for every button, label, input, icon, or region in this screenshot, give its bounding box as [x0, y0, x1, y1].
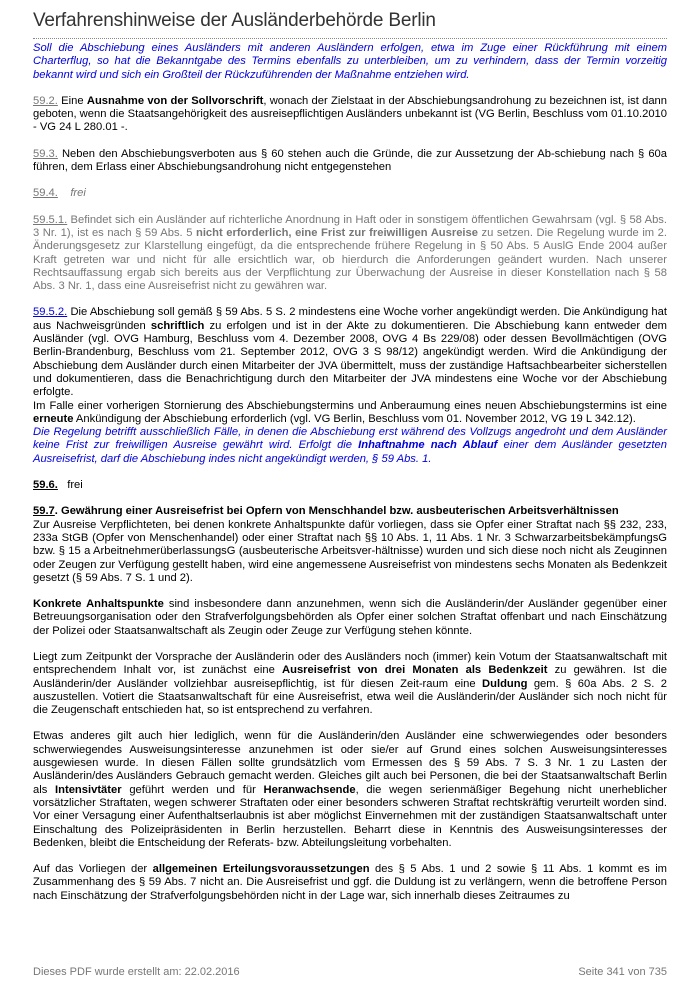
section-number: 59.4.	[33, 187, 58, 200]
section-59-4: 59.4. frei	[33, 187, 86, 200]
section-59-2: 59.2. Eine Ausnahme von der Sollvorschrift, wonach der Zielstaat in der Abschiebungsandrohung zu bezeichnen ist, ist dann geboten, wenn die Staatsangehörigkeit des ausreisepflichtigen Ausländers unbekannt ist (VG Berlin, Beschluss vom 01.10.2010 - VG 24 L 280.01 -.	[33, 94, 667, 134]
intro-paragraph: Soll die Abschiebung eines Ausländers mit anderen Ausländern erfolgen, etwa im Zuge einer Rückführung mit einem Charterflug, so hat die Bekanntgabe des Termins ebenfalls zu unterbleiben, um zu verhindern, dass der Termin vorzeitig bekannt wird und sich ein Großteil der Rückzuführenden der Maßnahme entziehen wird.	[33, 42, 667, 81]
section-number: 59.5.1.	[33, 213, 68, 226]
section-59-7-p3: Liegt zum Zeitpunkt der Vorsprache der Ausländerin oder des Ausländers noch (immer) kein Votum der Staatsanwaltschaft mit entsprechendem Inhalt vor, ist zunächst eine Ausreisefrist von drei Monaten als Bedenkzeit zu gewähren. Ist die Ausländerin/der Ausländer vollziehbar ausreisepflichtig, ist für diesen Zeit-raum eine Duldung gem. § 60a Abs. 2 S. 2 auszustellen. Votiert die Staatsanwaltschaft für eine Ausreisefrist, etwa weil die Ausländerin/der Ausländer sich noch nicht für die Zeugenschaft entschieden hat, so ist entsprechend zu verfahren.	[33, 650, 668, 717]
document-body	[33, 42, 667, 903]
section-number: 59.3.	[33, 147, 58, 160]
header-divider	[33, 38, 667, 39]
footer-created-date: Dieses PDF wurde erstellt am: 22.02.2016	[33, 966, 240, 978]
section-59-7-p1: Zur Ausreise Verpflichteten, bei denen konkrete Anhaltspunkte dafür vorliegen, dass sie Opfer einer Straftat nach §§ 232, 233, 233a StGB (Opfer von Menschenhandel) oder einer Straftat nach §§ 10 Abs. 1, 11 Abs. 1 Nr. 3 SchwarzarbeitsbekämpfungsG bzw. § 15 a ArbeitnehmerüberlassungsG (ausbeuterische Arbeitsver-hältnisse) wurden und sich diese noch nicht als Zeuginnen oder Zeugen zur Verfügung gestellt haben, wird eine angemessene Ausreisefrist von mindestens sechs Monaten als Bedenkzeit gesetzt (§ 59 Abs. 7 S. 1 und 2).	[33, 518, 667, 584]
section-59-3: 59.3. Neben den Abschiebungsverboten aus § 60 stehen auch die Gründe, die zur Aussetzung der Ab-schiebung nach § 60a führen, dem Erlass einer Abschiebungsandrohung nicht entgegenstehen	[33, 147, 667, 174]
section-59-7-heading: 59.7. Gewährung einer Ausreisefrist bei Opfern von Menschhandel bzw. ausbeuterischen Arbeitsverhältnissen	[33, 505, 619, 518]
section-59-5-2: 59.5.2. Die Abschiebung soll gemäß § 59 Abs. 5 S. 2 mindestens eine Woche vorher angekündigt werden. Die Ankündigung hat aus Nachweisgründen schriftlich zu erfolgen und ist in der Akte zu dokumentieren. Die Abschiebung kann entweder dem Ausländer (vgl. OVG Hamburg, Beschluss vom 4. Dezember 2008, OVG 4 Bs 229/08) oder dessen Bevollmächtigen (OVG Berlin-Brandenburg, Beschluss vom 21. September 2012, OVG 3 S 98/12) angekündigt werden. Wird die Ankündigung der Abschiebung dem Ausländer durch einen Mitarbeiter der JVA übermittelt, muss der zuständige Haftsachbearbeiter sicherstellen und dokumentieren, dass die Benachrichtigung durch den Mitarbeiter der JVA mindestens eine Woche vor der Abschiebung erfolgte.	[33, 306, 667, 399]
section-number: 59.5.2.	[33, 306, 68, 319]
section-59-5-1: 59.5.1. Befindet sich ein Ausländer auf richterliche Anordnung in Haft oder in sonstigem öffentlichen Gewahrsam (vgl. § 58 Abs. 3 Nr. 1), ist es nach § 59 Abs. 5 nicht erforderlich, eine Frist zur freiwilligen Ausreise zu setzen. Die Regelung wurde im 2. Änderungsgesetz zur Klarstellung eingefügt, da die entsprechende frühere Regelung in § 50 Abs. 5 AuslG Ende 2004 außer Kraft getreten war und nicht für alle ersichtlich war, ob hierdurch die Anforderungen geändert wurden. Nach unserer Rechtsauffassung ergab sich bereits aus der Verpflichtung zur Überwachung der Ausreise in dieser Konstellation nach § 58 Abs. 3 Nr. 1, dass eine Ausreisefrist nicht zu gewähren war.	[33, 213, 668, 293]
section-number: 59.7	[33, 505, 55, 518]
section-59-5-2-note: Die Regelung betrifft ausschließlich Fälle, in denen die Abschiebung erst während des Vollzugs angedroht und dem Ausländer keine Frist zur freiwilligen Ausreise gewährt wird. Erfolgt die Inhaftnahme nach Ablauf einer dem Ausländer gesetzten Ausreisefrist, darf die Abschiebung indes nicht angekündigt werden, § 59 Abs. 1.	[33, 426, 667, 465]
page-title: Verfahrenshinweise der Ausländerbehörde Berlin	[33, 10, 436, 31]
section-59-5-2-cont: Im Falle einer vorherigen Stornierung des Abschiebungstermins und Anberaumung eines neuen Abschiebungstermins ist eine erneute Ankündigung der Abschiebung erforderlich (vgl. VG Berlin, Beschluss vom 01. November 2012, VG 19 L 342.12).	[33, 399, 667, 425]
section-59-7-p4: Etwas anderes gilt auch hier lediglich, wenn für die Ausländerin/den Ausländer eine schwerwiegendes oder besonders schwerwiegendes Ausweisungsinteresse anzunehmen ist oder sie/er auf Grund eines solchen Ausweisungsinteresses ausgewiesen wurde. In diesen Fällen sollte grundsätzlich vom Ermessen des § 59 Abs. 7 S. 3 Nr. 1 zu Lasten der Ausländerin/des Ausländers Gebrauch gemacht werden. Gleiches gilt auch bei Personen, die bei der Staatsanwaltschaft Berlin als Intensivtäter geführt werden und für Heranwachsende, die wegen serienmäßiger Begehung nicht unerheblicher vorsätzlicher Straftaten, wegen schwerer Straftaten oder einer besonders schweren Straftat rechtskräftig verurteilt worden sind. Vor einer Versagung einer Aufenthaltserlaubnis ist aber möglichst Einvernehmen mit der zuständigen Staatsanwaltschaft unter Einschaltung des Polizeipräsidenten in Berlin herzustellen. Beharrt diese in Kenntnis des Ausweisungsinteresses der Bedenken, bleibt die Entscheidung der Referats- bzw. Abteilungsleitung vorbehalten.	[33, 730, 667, 849]
section-number: 59.2.	[33, 94, 58, 107]
footer-page-number: Seite 341 von 735	[578, 966, 667, 978]
section-59-7-p2: Konkrete Anhaltspunkte sind insbesondere dann anzunehmen, wenn sich die Ausländerin/der Ausländer gegenüber einer Betreuungsorganisation oder den Strafverfolgungsbehörden als Opfer einer solchen Straftat offenbart und nach Einschätzung der Polizei oder Staatsanwaltschaft als Zeugin oder Zeuge zur Verfügung stehen könnte.	[33, 598, 667, 637]
section-59-7-p5: Auf das Vorliegen der allgemeinen Erteilungsvoraussetzungen des § 5 Abs. 1 und 2 sowie § 11 Abs. 1 kommt es im Zusammenhang des § 59 Abs. 7 nicht an. Die Ausreisefrist und ggf. die Duldung ist zu verlängern, wenn die betroffene Person nach Einschätzung der Strafverfolgungsbehörden nicht in der Lage war, sich innerhalb dieses Zeitraumes zu	[33, 863, 667, 902]
section-59-6: 59.6. frei	[33, 479, 83, 492]
section-number: 59.6.	[33, 479, 58, 492]
